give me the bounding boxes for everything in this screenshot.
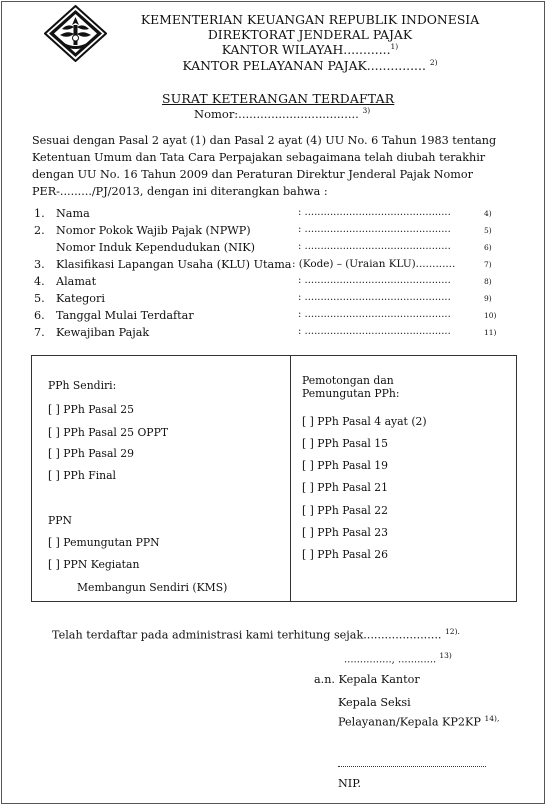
checkbox-pph-23[interactable]: [ ] PPh Pasal 23 <box>302 526 389 539</box>
ppn-heading: PPN <box>48 514 72 527</box>
field-value-nik: : .............................................. <box>298 241 451 252</box>
checkbox-pph-15[interactable]: [ ] PPh Pasal 15 <box>302 437 389 450</box>
field-number: 6. <box>34 309 45 322</box>
field-value-npwp: : .............................................. <box>298 224 451 235</box>
checkbox-pph-25-oppt[interactable]: [ ] PPh Pasal 25 OPPT <box>48 426 169 439</box>
pemotongan-heading-2: Pemungutan PPh: <box>302 387 400 400</box>
field-label-kewajiban: Kewajiban Pajak <box>56 326 150 339</box>
document-number: Nomor:................................. $^{3)}$ <box>194 106 371 121</box>
field-note: 10) <box>484 311 497 320</box>
registered-since: Telah terdaftar pada administrasi kami terhitung sejak...................... $^{12).}$ <box>52 627 460 642</box>
checkbox-pph-29[interactable]: [ ] PPh Pasal 29 <box>48 447 135 460</box>
field-note: 6) <box>484 243 492 252</box>
field-number: 2. <box>34 224 45 237</box>
field-value-alamat: : .............................................. <box>298 275 451 286</box>
intro-line-2: Ketentuan Umum dan Tata Cara Perpajakan sebagaimana telah diubah terakhir <box>32 151 486 164</box>
field-note: 9) <box>484 294 492 303</box>
checkbox-pph-25[interactable]: [ ] PPh Pasal 25 <box>48 403 135 416</box>
ppn-kegiatan-continued: Membangun Sendiri (KMS) <box>77 581 228 594</box>
field-label-nama: Nama <box>56 207 90 220</box>
field-value-nama: : .............................................. <box>298 207 451 218</box>
intro-line-4: PER-........./PJ/2013, dengan ini diterangkan bahwa : <box>32 185 328 198</box>
field-number: 3. <box>34 258 45 271</box>
field-value-klu: : (Kode) – (Uraian KLU)............ <box>292 258 456 270</box>
field-label-alamat: Alamat <box>56 275 97 288</box>
field-value-kategori: : .............................................. <box>298 292 451 303</box>
checkbox-pph-22[interactable]: [ ] PPh Pasal 22 <box>302 504 389 517</box>
pemotongan-heading-1: Pemotongan dan <box>302 374 394 387</box>
signature-line <box>338 766 486 767</box>
field-note: 8) <box>484 277 492 286</box>
document-title: SURAT KETERANGAN TERDAFTAR <box>162 91 395 106</box>
box-divider <box>290 356 291 601</box>
header-tax-office: KANTOR PELAYANAN PAJAK............... $^{2)}$ <box>182 58 438 74</box>
field-value-kewajiban: : .............................................. <box>298 326 451 337</box>
field-number: 1. <box>34 207 45 220</box>
checkbox-pph-final[interactable]: [ ] PPh Final <box>48 469 116 482</box>
nip-label: NIP. <box>338 777 362 790</box>
checkbox-pph-19[interactable]: [ ] PPh Pasal 19 <box>302 459 389 472</box>
pph-sendiri-heading: PPh Sendiri: <box>48 379 117 392</box>
checkbox-pemungutan-ppn[interactable]: [ ] Pemungutan PPN <box>48 536 160 549</box>
field-value-tanggal: : .............................................. <box>298 309 451 320</box>
place-date: ..............., ............ $^{13)}$ <box>344 651 452 666</box>
header-directorate: DIREKTORAT JENDERAL PAJAK <box>207 27 413 42</box>
field-note: 5) <box>484 226 492 235</box>
header-regional-office: KANTOR WILAYAH............$^{1)}$ <box>221 42 399 58</box>
field-label-npwp: Nomor Pokok Wajib Pajak (NPWP) <box>56 224 251 237</box>
field-note: 11) <box>484 328 497 337</box>
field-label-tanggal: Tanggal Mulai Terdaftar <box>56 309 194 322</box>
checkbox-ppn-kegiatan[interactable]: [ ] PPN Kegiatan <box>48 558 140 571</box>
field-number: 5. <box>34 292 45 305</box>
kemenkeu-logo <box>44 5 107 62</box>
field-number: 7. <box>34 326 45 339</box>
checkbox-pph-4-2[interactable]: [ ] PPh Pasal 4 ayat (2) <box>302 415 427 428</box>
signer-position-1: Kepala Seksi <box>338 696 411 709</box>
signer-position-2: Pelayanan/Kepala KP2KP $^{14),}$ <box>338 714 500 729</box>
field-number: 4. <box>34 275 45 288</box>
field-label-nik: Nomor Induk Kependudukan (NIK) <box>56 241 256 254</box>
intro-line-1: Sesuai dengan Pasal 2 ayat (1) dan Pasal 2 ayat (4) UU No. 6 Tahun 1983 tentang <box>32 134 497 147</box>
field-note: 7) <box>484 260 492 269</box>
on-behalf-of: a.n. Kepala Kantor <box>314 673 420 686</box>
checkbox-pph-26[interactable]: [ ] PPh Pasal 26 <box>302 548 389 561</box>
field-note: 4) <box>484 209 492 218</box>
field-label-klu: Klasifikasi Lapangan Usaha (KLU) Utama <box>56 258 292 271</box>
field-label-kategori: Kategori <box>56 292 105 305</box>
checkbox-pph-21[interactable]: [ ] PPh Pasal 21 <box>302 481 389 494</box>
intro-line-3: dengan UU No. 16 Tahun 2009 dan Peraturan Direktur Jenderal Pajak Nomor <box>32 168 473 181</box>
header-ministry: KEMENTERIAN KEUANGAN REPUBLIK INDONESIA <box>140 12 480 27</box>
